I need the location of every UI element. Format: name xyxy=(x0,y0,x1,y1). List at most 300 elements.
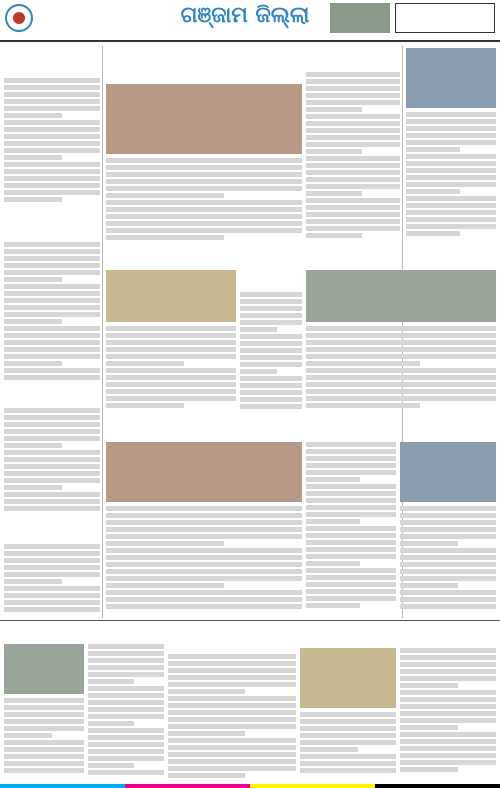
text-line-placeholder xyxy=(400,604,496,609)
text-line-placeholder xyxy=(400,739,496,744)
article-body xyxy=(106,158,302,242)
text-line-placeholder xyxy=(4,429,100,434)
news-photo xyxy=(106,84,302,154)
text-line-placeholder xyxy=(240,334,302,339)
text-line-placeholder xyxy=(106,513,302,518)
article-body xyxy=(400,648,496,780)
article-kicker xyxy=(106,48,302,58)
text-line-placeholder xyxy=(406,133,496,138)
text-line-placeholder xyxy=(106,583,224,588)
text-line-placeholder xyxy=(4,106,100,111)
text-line-placeholder xyxy=(306,107,362,112)
text-line-placeholder xyxy=(4,740,84,745)
text-line-placeholder xyxy=(4,408,100,413)
text-line-placeholder xyxy=(168,675,296,680)
article-body xyxy=(306,442,396,616)
text-line-placeholder xyxy=(406,196,496,201)
text-line-placeholder xyxy=(240,376,302,381)
article-headline xyxy=(300,624,496,646)
text-line-placeholder xyxy=(4,277,62,282)
text-line-placeholder xyxy=(306,163,400,168)
text-line-placeholder xyxy=(400,725,458,730)
text-line-placeholder xyxy=(406,140,496,145)
text-line-placeholder xyxy=(106,555,302,560)
text-line-placeholder xyxy=(88,672,164,677)
text-line-placeholder xyxy=(240,292,302,297)
text-line-placeholder xyxy=(4,347,100,352)
text-line-placeholder xyxy=(406,168,496,173)
text-line-placeholder xyxy=(106,186,302,191)
text-line-placeholder xyxy=(306,477,360,482)
text-line-placeholder xyxy=(4,450,100,455)
text-line-placeholder xyxy=(106,520,302,525)
text-line-placeholder xyxy=(106,354,236,359)
text-line-placeholder xyxy=(4,134,100,139)
text-line-placeholder xyxy=(168,654,296,659)
text-line-placeholder xyxy=(306,442,396,447)
text-line-placeholder xyxy=(240,404,302,409)
text-line-placeholder xyxy=(4,754,84,759)
text-line-placeholder xyxy=(306,498,396,503)
text-line-placeholder xyxy=(106,368,236,373)
text-line-placeholder xyxy=(88,756,164,761)
text-line-placeholder xyxy=(4,565,100,570)
text-line-placeholder xyxy=(4,298,100,303)
text-line-placeholder xyxy=(306,505,396,510)
text-line-placeholder xyxy=(400,690,496,695)
text-line-placeholder xyxy=(400,569,496,574)
ear-photo xyxy=(330,3,390,33)
text-line-placeholder xyxy=(300,740,396,745)
text-line-placeholder xyxy=(4,485,62,490)
news-photo xyxy=(4,644,84,694)
text-line-placeholder xyxy=(106,590,302,595)
text-line-placeholder xyxy=(106,541,224,546)
text-line-placeholder xyxy=(106,506,302,511)
text-line-placeholder xyxy=(4,162,100,167)
text-line-placeholder xyxy=(4,333,100,338)
text-line-placeholder xyxy=(300,754,396,759)
text-line-placeholder xyxy=(306,86,400,91)
text-line-placeholder xyxy=(168,759,296,764)
text-line-placeholder xyxy=(4,169,100,174)
article-body xyxy=(168,654,296,780)
text-line-placeholder xyxy=(240,313,302,318)
text-line-placeholder xyxy=(306,347,496,352)
news-photo xyxy=(406,48,496,108)
ear-box xyxy=(395,3,495,33)
article-body xyxy=(4,698,84,780)
text-line-placeholder xyxy=(306,333,496,338)
text-line-placeholder xyxy=(406,161,496,166)
text-line-placeholder xyxy=(88,651,164,656)
registration-bar xyxy=(250,784,375,788)
text-line-placeholder xyxy=(306,470,396,475)
text-line-placeholder xyxy=(106,214,302,219)
text-line-placeholder xyxy=(306,554,396,559)
text-line-placeholder xyxy=(406,182,496,187)
text-line-placeholder xyxy=(168,738,296,743)
article-headline xyxy=(306,418,496,440)
text-line-placeholder xyxy=(4,263,100,268)
text-line-placeholder xyxy=(306,575,396,580)
text-line-placeholder xyxy=(400,655,496,660)
text-line-placeholder xyxy=(106,597,302,602)
text-line-placeholder xyxy=(4,375,100,380)
text-line-placeholder xyxy=(306,100,400,105)
text-line-placeholder xyxy=(306,142,400,147)
article-body xyxy=(4,544,100,616)
text-line-placeholder xyxy=(4,415,100,420)
text-line-placeholder xyxy=(4,733,52,738)
text-line-placeholder xyxy=(88,707,164,712)
article-body xyxy=(106,506,302,616)
section-title: ଗଞ୍ଜାମ ଜିଲ୍ଲା xyxy=(180,3,310,28)
text-line-placeholder xyxy=(400,597,496,602)
text-line-placeholder xyxy=(4,506,100,511)
text-line-placeholder xyxy=(4,368,100,373)
text-line-placeholder xyxy=(406,217,496,222)
text-line-placeholder xyxy=(306,79,400,84)
text-line-placeholder xyxy=(240,362,302,367)
text-line-placeholder xyxy=(306,156,400,161)
text-line-placeholder xyxy=(306,463,396,468)
text-line-placeholder xyxy=(4,478,100,483)
text-line-placeholder xyxy=(88,714,164,719)
text-line-placeholder xyxy=(306,177,400,182)
article-headline xyxy=(4,48,100,76)
text-line-placeholder xyxy=(400,683,458,688)
text-line-placeholder xyxy=(406,154,496,159)
text-line-placeholder xyxy=(306,184,400,189)
text-line-placeholder xyxy=(240,306,302,311)
text-line-placeholder xyxy=(400,506,496,511)
text-line-placeholder xyxy=(306,93,400,98)
text-line-placeholder xyxy=(400,583,458,588)
text-line-placeholder xyxy=(106,333,236,338)
registration-bar xyxy=(375,784,500,788)
text-line-placeholder xyxy=(106,396,236,401)
text-line-placeholder xyxy=(306,121,400,126)
text-line-placeholder xyxy=(400,676,496,681)
text-line-placeholder xyxy=(4,600,100,605)
text-line-placeholder xyxy=(4,85,100,90)
text-line-placeholder xyxy=(88,686,164,691)
text-line-placeholder xyxy=(4,249,100,254)
text-line-placeholder xyxy=(406,189,460,194)
text-line-placeholder xyxy=(306,205,400,210)
text-line-placeholder xyxy=(400,520,496,525)
text-line-placeholder xyxy=(406,231,460,236)
text-line-placeholder xyxy=(106,172,302,177)
text-line-placeholder xyxy=(106,326,236,331)
text-line-placeholder xyxy=(240,299,302,304)
text-line-placeholder xyxy=(4,176,100,181)
text-line-placeholder xyxy=(88,665,164,670)
text-line-placeholder xyxy=(306,219,400,224)
text-line-placeholder xyxy=(300,719,396,724)
text-line-placeholder xyxy=(168,682,296,687)
text-line-placeholder xyxy=(306,340,496,345)
text-line-placeholder xyxy=(306,526,396,531)
text-line-placeholder xyxy=(306,533,396,538)
text-line-placeholder xyxy=(106,221,302,226)
text-line-placeholder xyxy=(306,72,400,77)
text-line-placeholder xyxy=(4,422,100,427)
text-line-placeholder xyxy=(4,354,100,359)
text-line-placeholder xyxy=(4,457,100,462)
text-line-placeholder xyxy=(306,191,362,196)
text-line-placeholder xyxy=(300,768,396,773)
text-line-placeholder xyxy=(306,326,496,331)
text-line-placeholder xyxy=(88,700,164,705)
text-line-placeholder xyxy=(306,540,396,545)
text-line-placeholder xyxy=(306,128,400,133)
text-line-placeholder xyxy=(168,766,296,771)
text-line-placeholder xyxy=(4,768,84,773)
text-line-placeholder xyxy=(4,242,100,247)
text-line-placeholder xyxy=(106,569,302,574)
text-line-placeholder xyxy=(88,721,134,726)
text-line-placeholder xyxy=(406,224,496,229)
text-line-placeholder xyxy=(106,193,224,198)
text-line-placeholder xyxy=(400,746,496,751)
text-line-placeholder xyxy=(400,767,458,772)
text-line-placeholder xyxy=(88,749,164,754)
text-line-placeholder xyxy=(240,320,302,325)
text-line-placeholder xyxy=(306,233,362,238)
text-line-placeholder xyxy=(306,212,400,217)
text-line-placeholder xyxy=(306,149,362,154)
text-line-placeholder xyxy=(106,179,302,184)
text-line-placeholder xyxy=(4,141,100,146)
text-line-placeholder xyxy=(306,603,360,608)
article-headline xyxy=(4,624,164,642)
article-headline xyxy=(106,60,302,80)
text-line-placeholder xyxy=(400,648,496,653)
text-line-placeholder xyxy=(240,369,277,374)
text-line-placeholder xyxy=(4,256,100,261)
text-line-placeholder xyxy=(306,170,400,175)
text-line-placeholder xyxy=(4,190,100,195)
text-line-placeholder xyxy=(306,519,360,524)
text-line-placeholder xyxy=(88,658,164,663)
text-line-placeholder xyxy=(400,704,496,709)
text-line-placeholder xyxy=(300,733,396,738)
text-line-placeholder xyxy=(300,761,396,766)
article-body xyxy=(306,326,496,412)
text-line-placeholder xyxy=(4,436,100,441)
text-line-placeholder xyxy=(106,548,302,553)
text-line-placeholder xyxy=(106,200,302,205)
text-line-placeholder xyxy=(306,491,396,496)
text-line-placeholder xyxy=(4,464,100,469)
text-line-placeholder xyxy=(4,579,62,584)
text-line-placeholder xyxy=(400,590,496,595)
text-line-placeholder xyxy=(168,752,296,757)
article-body xyxy=(4,408,100,518)
text-line-placeholder xyxy=(4,270,100,275)
text-line-placeholder xyxy=(4,747,84,752)
text-line-placeholder xyxy=(4,340,100,345)
text-line-placeholder xyxy=(88,644,164,649)
text-line-placeholder xyxy=(400,697,496,702)
article-headline xyxy=(240,248,302,288)
text-line-placeholder xyxy=(240,355,302,360)
article-body xyxy=(306,72,400,242)
text-line-placeholder xyxy=(106,347,236,352)
text-line-placeholder xyxy=(168,668,296,673)
text-line-placeholder xyxy=(168,696,296,701)
text-line-placeholder xyxy=(306,568,396,573)
text-line-placeholder xyxy=(88,693,164,698)
text-line-placeholder xyxy=(306,512,396,517)
text-line-placeholder xyxy=(406,210,496,215)
text-line-placeholder xyxy=(400,718,496,723)
text-line-placeholder xyxy=(400,548,496,553)
text-line-placeholder xyxy=(400,534,496,539)
text-line-placeholder xyxy=(240,383,302,388)
text-line-placeholder xyxy=(4,492,100,497)
text-line-placeholder xyxy=(306,361,420,366)
text-line-placeholder xyxy=(106,228,302,233)
article-body xyxy=(88,644,164,780)
text-line-placeholder xyxy=(168,661,296,666)
text-line-placeholder xyxy=(106,403,184,408)
text-line-placeholder xyxy=(168,724,296,729)
text-line-placeholder xyxy=(4,544,100,549)
text-line-placeholder xyxy=(106,207,302,212)
text-line-placeholder xyxy=(4,719,84,724)
text-line-placeholder xyxy=(400,669,496,674)
text-line-placeholder xyxy=(4,92,100,97)
article-headline xyxy=(106,248,236,268)
text-line-placeholder xyxy=(4,586,100,591)
text-line-placeholder xyxy=(4,443,62,448)
text-line-placeholder xyxy=(168,703,296,708)
news-photo xyxy=(106,270,236,322)
article-headline xyxy=(306,48,400,70)
article-body xyxy=(406,112,496,242)
text-line-placeholder xyxy=(306,547,396,552)
text-line-placeholder xyxy=(88,742,164,747)
text-line-placeholder xyxy=(88,770,164,775)
column-rule xyxy=(102,46,103,618)
text-line-placeholder xyxy=(168,689,245,694)
text-line-placeholder xyxy=(168,773,245,778)
news-photo xyxy=(400,442,496,502)
text-line-placeholder xyxy=(400,732,496,737)
text-line-placeholder xyxy=(406,119,496,124)
registration-bar xyxy=(125,784,250,788)
text-line-placeholder xyxy=(106,527,302,532)
text-line-placeholder xyxy=(168,710,296,715)
text-line-placeholder xyxy=(4,361,62,366)
text-line-placeholder xyxy=(306,382,496,387)
text-line-placeholder xyxy=(400,662,496,667)
text-line-placeholder xyxy=(306,389,496,394)
text-line-placeholder xyxy=(306,198,400,203)
text-line-placeholder xyxy=(306,589,396,594)
text-line-placeholder xyxy=(88,735,164,740)
text-line-placeholder xyxy=(400,562,496,567)
text-line-placeholder xyxy=(168,745,296,750)
text-line-placeholder xyxy=(4,698,84,703)
text-line-placeholder xyxy=(240,390,302,395)
text-line-placeholder xyxy=(4,319,62,324)
registration-bar xyxy=(0,784,125,788)
text-line-placeholder xyxy=(406,126,496,131)
text-line-placeholder xyxy=(400,576,496,581)
text-line-placeholder xyxy=(240,348,302,353)
text-line-placeholder xyxy=(4,291,100,296)
text-line-placeholder xyxy=(400,527,496,532)
masthead xyxy=(0,0,500,42)
text-line-placeholder xyxy=(4,705,84,710)
text-line-placeholder xyxy=(4,499,100,504)
text-line-placeholder xyxy=(106,375,236,380)
article-headline xyxy=(4,522,100,542)
text-line-placeholder xyxy=(400,760,496,765)
text-line-placeholder xyxy=(300,726,396,731)
text-line-placeholder xyxy=(168,717,296,722)
text-line-placeholder xyxy=(306,368,496,373)
text-line-placeholder xyxy=(106,562,302,567)
text-line-placeholder xyxy=(106,389,236,394)
text-line-placeholder xyxy=(106,382,236,387)
article-headline xyxy=(306,248,496,268)
text-line-placeholder xyxy=(4,607,100,612)
text-line-placeholder xyxy=(4,284,100,289)
news-photo xyxy=(106,442,302,502)
text-line-placeholder xyxy=(106,165,302,170)
text-line-placeholder xyxy=(4,726,84,731)
newspaper-logo xyxy=(4,3,34,33)
text-line-placeholder xyxy=(88,763,134,768)
text-line-placeholder xyxy=(4,197,62,202)
text-line-placeholder xyxy=(306,561,360,566)
text-line-placeholder xyxy=(4,761,84,766)
text-line-placeholder xyxy=(4,127,100,132)
text-line-placeholder xyxy=(306,596,396,601)
text-line-placeholder xyxy=(240,327,277,332)
text-line-placeholder xyxy=(306,354,496,359)
text-line-placeholder xyxy=(4,312,100,317)
text-line-placeholder xyxy=(88,679,134,684)
news-photo xyxy=(300,648,396,708)
text-line-placeholder xyxy=(4,305,100,310)
article-headline xyxy=(4,212,100,240)
text-line-placeholder xyxy=(400,753,496,758)
article-body xyxy=(400,506,496,616)
text-line-placeholder xyxy=(400,555,496,560)
news-photo xyxy=(306,270,496,322)
text-line-placeholder xyxy=(306,582,396,587)
text-line-placeholder xyxy=(400,513,496,518)
text-line-placeholder xyxy=(4,593,100,598)
text-line-placeholder xyxy=(4,78,100,83)
text-line-placeholder xyxy=(406,175,496,180)
text-line-placeholder xyxy=(106,361,184,366)
section-rule xyxy=(0,620,500,621)
text-line-placeholder xyxy=(306,226,400,231)
text-line-placeholder xyxy=(4,471,100,476)
article-body xyxy=(4,242,100,382)
text-line-placeholder xyxy=(106,340,236,345)
text-line-placeholder xyxy=(168,731,245,736)
text-line-placeholder xyxy=(240,341,302,346)
article-headline xyxy=(106,418,302,440)
